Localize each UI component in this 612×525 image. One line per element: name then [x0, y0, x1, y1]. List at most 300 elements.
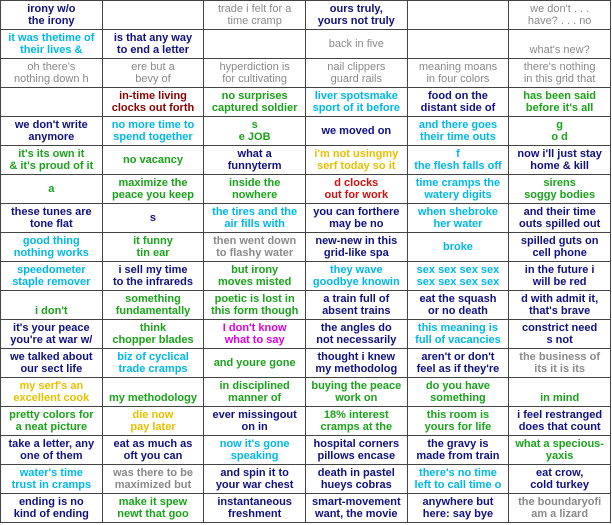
cell-line: trade cramps	[118, 363, 188, 375]
grid-cell	[204, 262, 306, 291]
grid-cell	[1, 320, 103, 349]
cell-line: left to call time o	[414, 479, 502, 491]
cell-line: does that count	[518, 421, 601, 433]
grid-cell	[407, 117, 509, 146]
cell-line: may be no	[329, 218, 384, 230]
grid-cell	[102, 30, 204, 59]
grid-row	[1, 1, 611, 30]
cell-line: but irony	[231, 264, 279, 276]
cell-line: cramps at the	[320, 421, 393, 433]
cell-line: then went down	[213, 235, 297, 247]
cell-line: o d	[551, 131, 568, 143]
grid-row	[1, 146, 611, 175]
cell-line: to end a letter	[116, 44, 190, 56]
grid-cell	[509, 494, 611, 523]
cell-line: fundamentally	[115, 305, 191, 317]
grid-cell	[1, 30, 103, 59]
cell-line: not necessarily	[316, 334, 397, 346]
cell-line: yours not truly	[317, 15, 395, 27]
grid-row	[1, 378, 611, 407]
grid-cell	[102, 175, 204, 204]
cell-line: chopper blades	[112, 334, 194, 346]
cell-line: ere but a	[131, 61, 175, 73]
grid-cell	[407, 407, 509, 436]
cell-line: hospital corners	[313, 438, 400, 450]
cell-line	[104, 380, 203, 392]
cell-line: we moved on	[321, 125, 392, 137]
grid-row	[1, 88, 611, 117]
cell-line: and youre gone	[213, 357, 296, 369]
cell-line: in this grid that	[523, 73, 596, 85]
cell-line: grid-like spa	[323, 247, 389, 259]
grid-cell	[204, 146, 306, 175]
cell-line: distant side of	[420, 102, 496, 114]
cell-line: spilled guts on	[520, 235, 599, 247]
grid-row	[1, 349, 611, 378]
cell-line: think	[139, 322, 167, 334]
cell-line: to flashy water	[216, 247, 294, 259]
grid-row	[1, 233, 611, 262]
cell-line: anymore	[28, 131, 75, 143]
grid-cell	[305, 494, 407, 523]
cell-line: something	[125, 293, 181, 305]
grid-cell	[102, 233, 204, 262]
cell-line: no more time to	[111, 119, 195, 131]
grid-cell	[305, 262, 407, 291]
grid-cell	[305, 291, 407, 320]
grid-cell	[509, 262, 611, 291]
grid-cell	[305, 465, 407, 494]
cell-line: to the infrareds	[112, 276, 194, 288]
grid-cell	[509, 146, 611, 175]
grid-cell	[305, 233, 407, 262]
cell-line: oh there's	[27, 61, 76, 73]
cell-line: bevy of	[135, 73, 171, 85]
cell-line: freshment	[228, 508, 282, 520]
cell-line: in mind	[540, 392, 580, 404]
cell-line: a train full of	[323, 293, 390, 305]
cell-line: meaning moans	[418, 61, 498, 73]
cell-line: was there to be	[112, 467, 194, 479]
grid-row	[1, 262, 611, 291]
cell-line: i sell my time	[118, 264, 188, 276]
grid-cell	[204, 117, 306, 146]
grid-row	[1, 30, 611, 59]
cell-line: d clocks	[334, 177, 379, 189]
cell-line: death in pastel	[317, 467, 395, 479]
cell-line: die now	[132, 409, 174, 421]
cell-line: newt that goo	[117, 508, 189, 520]
cell-line: cell phone	[532, 247, 587, 259]
cell-line: this room is	[426, 409, 490, 421]
cell-line: ever missingout	[212, 409, 297, 421]
cell-line: a	[48, 183, 55, 195]
cell-line: am a lizard	[531, 508, 589, 520]
cell-line: they wave	[330, 264, 383, 276]
cell-line: you're at war w/	[10, 334, 93, 346]
grid-cell	[204, 378, 306, 407]
cell-line: there's nothing	[523, 61, 596, 73]
grid-row	[1, 59, 611, 88]
cell-line: new-new in this	[315, 235, 398, 247]
cell-line: the business of	[519, 351, 600, 363]
cell-line: watery digits	[424, 189, 492, 201]
cell-line: cold turkey	[530, 479, 589, 491]
cell-line: ending is no	[18, 496, 84, 508]
cell-line: & it's proud of it	[9, 160, 94, 172]
cell-line: the gravy is	[427, 438, 489, 450]
cell-line: absent trains	[322, 305, 391, 317]
cell-line: when shebroke	[417, 206, 498, 218]
cell-line: liver spotsmake	[314, 90, 398, 102]
grid-cell	[509, 233, 611, 262]
grid-cell	[102, 1, 204, 30]
grid-cell	[305, 175, 407, 204]
cell-line: goodbye knowin	[312, 276, 400, 288]
cell-line: we don't write	[14, 119, 88, 131]
grid-cell	[102, 465, 204, 494]
grid-cell	[1, 117, 103, 146]
grid-cell	[407, 233, 509, 262]
cell-line: s not	[546, 334, 573, 346]
cell-line: full of vacancies	[415, 334, 501, 346]
grid-cell	[102, 291, 204, 320]
cell-line: nowhere	[232, 189, 278, 201]
cell-line: no surprises	[221, 90, 288, 102]
grid-cell	[102, 262, 204, 291]
grid-cell	[204, 30, 306, 59]
grid-cell	[1, 88, 103, 117]
grid-cell	[407, 175, 509, 204]
cell-line: sex sex sex sex	[416, 276, 500, 288]
grid-cell	[204, 233, 306, 262]
cell-line: broke	[442, 241, 473, 253]
cell-line: what to say	[224, 334, 285, 346]
grid-cell	[1, 233, 103, 262]
cell-line: tone flat	[29, 218, 73, 230]
cell-line: a neat picture	[15, 421, 88, 433]
cell-line: sirens	[543, 177, 576, 189]
grid-cell	[407, 465, 509, 494]
cell-line: it was thetime of	[8, 32, 95, 44]
grid-cell	[407, 436, 509, 465]
cell-line: what a specious-	[515, 438, 604, 450]
cell-line: will be red	[532, 276, 587, 288]
cell-line	[510, 380, 609, 392]
cell-line: smart-movement	[311, 496, 401, 508]
cell-line: e JOB	[238, 131, 271, 143]
cell-line: soggy bodies	[524, 189, 596, 201]
grid-cell	[1, 262, 103, 291]
grid-cell	[305, 320, 407, 349]
cell-line: what's new?	[529, 44, 590, 56]
cell-line	[2, 293, 101, 305]
grid-cell	[1, 204, 103, 233]
grid-cell	[509, 436, 611, 465]
cell-line: here: say bye	[422, 508, 494, 520]
grid-cell	[305, 146, 407, 175]
cell-line: in the future i	[524, 264, 595, 276]
cell-line: excellent cook	[13, 392, 90, 404]
cell-line: spend together	[113, 131, 193, 143]
grid-cell	[204, 494, 306, 523]
grid-cell	[305, 59, 407, 88]
cell-line: we don't . . .	[530, 3, 590, 15]
cell-line: nothing down h	[14, 73, 89, 85]
grid-cell	[204, 88, 306, 117]
grid-cell	[509, 204, 611, 233]
cell-line: peace you keep	[112, 189, 194, 201]
cell-line: ours truly,	[329, 3, 383, 15]
grid-cell	[102, 407, 204, 436]
grid-cell	[204, 436, 306, 465]
cell-line: it funny	[133, 235, 173, 247]
grid-cell	[102, 494, 204, 523]
cell-line: i'm not usingmy	[314, 148, 399, 160]
cell-line: do you have	[425, 380, 491, 392]
cell-line: it's its own it	[18, 148, 85, 160]
grid-cell	[102, 204, 204, 233]
cell-line: the irony	[28, 15, 75, 27]
cell-line: s	[149, 212, 157, 224]
grid-cell	[509, 88, 611, 117]
cell-line: eat crow,	[536, 467, 584, 479]
grid-cell	[305, 1, 407, 30]
grid-cell	[204, 349, 306, 378]
cell-line: the boundaryofi	[518, 496, 602, 508]
cell-line: your war chest	[215, 479, 294, 491]
cell-line: no vacancy	[123, 154, 183, 166]
cell-line: you can forthere	[313, 206, 400, 218]
cell-line: the angles do	[320, 322, 392, 334]
cell-line: speaking	[230, 450, 279, 462]
cell-line: and their time	[523, 206, 596, 218]
cell-line: moves misted	[217, 276, 292, 288]
grid-row	[1, 494, 611, 523]
grid-row	[1, 204, 611, 233]
cell-line: anywhere but	[422, 496, 494, 508]
cell-line: and spin it to	[220, 467, 289, 479]
cell-line: s	[251, 119, 258, 131]
cell-line: guard rails	[330, 73, 382, 85]
grid-cell	[305, 117, 407, 146]
cell-line: now i'll just stay	[517, 148, 602, 160]
grid-row	[1, 407, 611, 436]
cell-line: feel as if they're	[416, 363, 500, 375]
cell-line: captured soldier	[211, 102, 298, 114]
grid-cell	[305, 204, 407, 233]
grid-cell	[407, 262, 509, 291]
cell-line: make it spew	[118, 496, 188, 508]
grid-body	[1, 1, 611, 523]
grid-cell	[1, 175, 103, 204]
cell-line: sport of it before	[312, 102, 400, 114]
cell-line: aren't or don't	[421, 351, 495, 363]
cell-line: buying the peace	[311, 380, 402, 392]
cell-line: what a	[237, 148, 272, 160]
grid-cell	[204, 59, 306, 88]
grid-cell	[407, 494, 509, 523]
cell-line: staple remover	[12, 276, 91, 288]
cell-line: maximize the	[118, 177, 188, 189]
cell-line: something	[430, 392, 486, 404]
cell-line: has been said	[523, 90, 597, 102]
grid-cell	[102, 59, 204, 88]
grid-cell	[305, 349, 407, 378]
cell-line: my methodology	[108, 392, 197, 404]
grid-cell	[1, 494, 103, 523]
cell-line: one of them	[20, 450, 83, 462]
grid-cell	[204, 175, 306, 204]
grid-cell	[204, 291, 306, 320]
cell-line: this form though	[210, 305, 299, 317]
cell-line: instantaneous	[217, 496, 292, 508]
cell-line: kind of ending	[13, 508, 89, 520]
grid-cell	[305, 88, 407, 117]
cell-line: these tunes are	[10, 206, 92, 218]
cell-line: my methodolog	[315, 363, 398, 375]
grid-cell	[509, 1, 611, 30]
grid-row	[1, 175, 611, 204]
cell-line: hyperdiction is	[219, 61, 290, 73]
cell-line: funnyterm	[227, 160, 282, 172]
grid-row	[1, 117, 611, 146]
cell-line: that's brave	[528, 305, 591, 317]
grid-cell	[509, 320, 611, 349]
cell-line: nothing works	[13, 247, 89, 259]
cell-line: 18% interest	[323, 409, 389, 421]
cell-line: its it is its	[534, 363, 586, 375]
grid-cell	[204, 1, 306, 30]
grid-cell	[1, 291, 103, 320]
cell-line: hueys cobras	[320, 479, 392, 491]
grid-cell	[509, 117, 611, 146]
cell-line: nail clippers	[327, 61, 386, 73]
grid-cell	[1, 465, 103, 494]
cell-line: I don't know	[222, 322, 287, 334]
grid-cell	[509, 407, 611, 436]
cell-line: air fills with	[224, 218, 285, 230]
cell-line: yaxis	[545, 450, 574, 462]
grid-cell	[102, 378, 204, 407]
cell-line: yours for life	[424, 421, 492, 433]
grid-cell	[1, 59, 103, 88]
grid-cell	[407, 378, 509, 407]
cell-line: trust in cramps	[11, 479, 92, 491]
grid-cell	[407, 204, 509, 233]
cell-line: work on	[335, 392, 378, 404]
cell-line: g	[556, 119, 563, 131]
cell-line: eat the squash	[419, 293, 497, 305]
cell-line: poetic is lost in	[214, 293, 295, 305]
cell-line: time cramps the	[415, 177, 501, 189]
cell-line: made from train	[416, 450, 500, 462]
cell-line: i don't	[35, 305, 68, 317]
cell-line: food on the	[428, 90, 488, 102]
grid-cell	[1, 407, 103, 436]
grid-cell	[204, 407, 306, 436]
cell-line: there's no time	[419, 467, 497, 479]
grid-cell	[305, 30, 407, 59]
cell-line: it's your peace	[13, 322, 90, 334]
cell-line: want, the movie	[315, 508, 398, 520]
cell-line: in-time living	[119, 90, 187, 102]
cell-line: trade i felt for a	[217, 3, 292, 15]
cell-line: d with admit it,	[521, 293, 599, 305]
cell-line: f	[456, 148, 460, 160]
cell-line: her water	[433, 218, 483, 230]
cell-line: pretty colors for	[9, 409, 94, 421]
cell-line: for cultivating	[222, 73, 288, 85]
cell-line: speedometer	[17, 264, 86, 276]
cell-line: irony w/o	[27, 3, 76, 15]
cell-line: take a letter, any	[8, 438, 95, 450]
cell-line: serf today so it	[317, 160, 396, 172]
grid-cell	[305, 378, 407, 407]
cell-line: biz of cyclical	[117, 351, 189, 363]
cell-line: inside the	[228, 177, 281, 189]
grid-cell	[102, 146, 204, 175]
grid-cell	[509, 175, 611, 204]
grid-cell	[305, 436, 407, 465]
cell-line: my serf's an	[19, 380, 84, 392]
grid-cell	[407, 1, 509, 30]
grid-cell	[204, 465, 306, 494]
grid-cell	[102, 320, 204, 349]
cell-line: is that any way	[113, 32, 193, 44]
cell-line: pillows encase	[317, 450, 396, 462]
cell-line: pay later	[130, 421, 176, 433]
grid-cell	[509, 349, 611, 378]
grid-row	[1, 291, 611, 320]
cell-line: back in five	[328, 38, 384, 50]
cell-line: good thing	[22, 235, 80, 247]
cell-line: home & kill	[530, 160, 589, 172]
cell-line: i feel restranged	[517, 409, 603, 421]
cell-line: their time outs	[420, 131, 496, 143]
cell-line: oft you can	[123, 450, 183, 462]
cell-line: their lives &	[20, 44, 83, 56]
cell-line: thought i knew	[317, 351, 396, 363]
cell-line: on in	[241, 421, 268, 433]
grid-cell	[1, 436, 103, 465]
cell-line: and there goes	[418, 119, 498, 131]
cell-line: have? . . . no	[527, 15, 592, 27]
cell-line: we talked about	[10, 351, 93, 363]
cell-line: this meaning is	[417, 322, 498, 334]
grid-cell	[407, 291, 509, 320]
grid-cell	[1, 1, 103, 30]
grid-cell	[509, 30, 611, 59]
cell-line: now it's gone	[219, 438, 290, 450]
cell-line: manner of	[228, 392, 282, 404]
cell-line: maximized but	[114, 479, 192, 491]
cell-line: clocks out forth	[111, 102, 195, 114]
grid-cell	[204, 204, 306, 233]
cell-line: the flesh falls off	[414, 160, 502, 172]
grid-cell	[1, 146, 103, 175]
cell-line: constrict need	[522, 322, 598, 334]
grid-cell	[407, 30, 509, 59]
cell-line: sex sex sex sex	[416, 264, 500, 276]
grid-cell	[1, 378, 103, 407]
cell-line: out for work	[324, 189, 389, 201]
cell-line: or no death	[428, 305, 488, 317]
grid-cell	[509, 378, 611, 407]
cell-line: the tires and the	[212, 206, 298, 218]
grid-cell	[509, 59, 611, 88]
cell-line: eat as much as	[113, 438, 193, 450]
